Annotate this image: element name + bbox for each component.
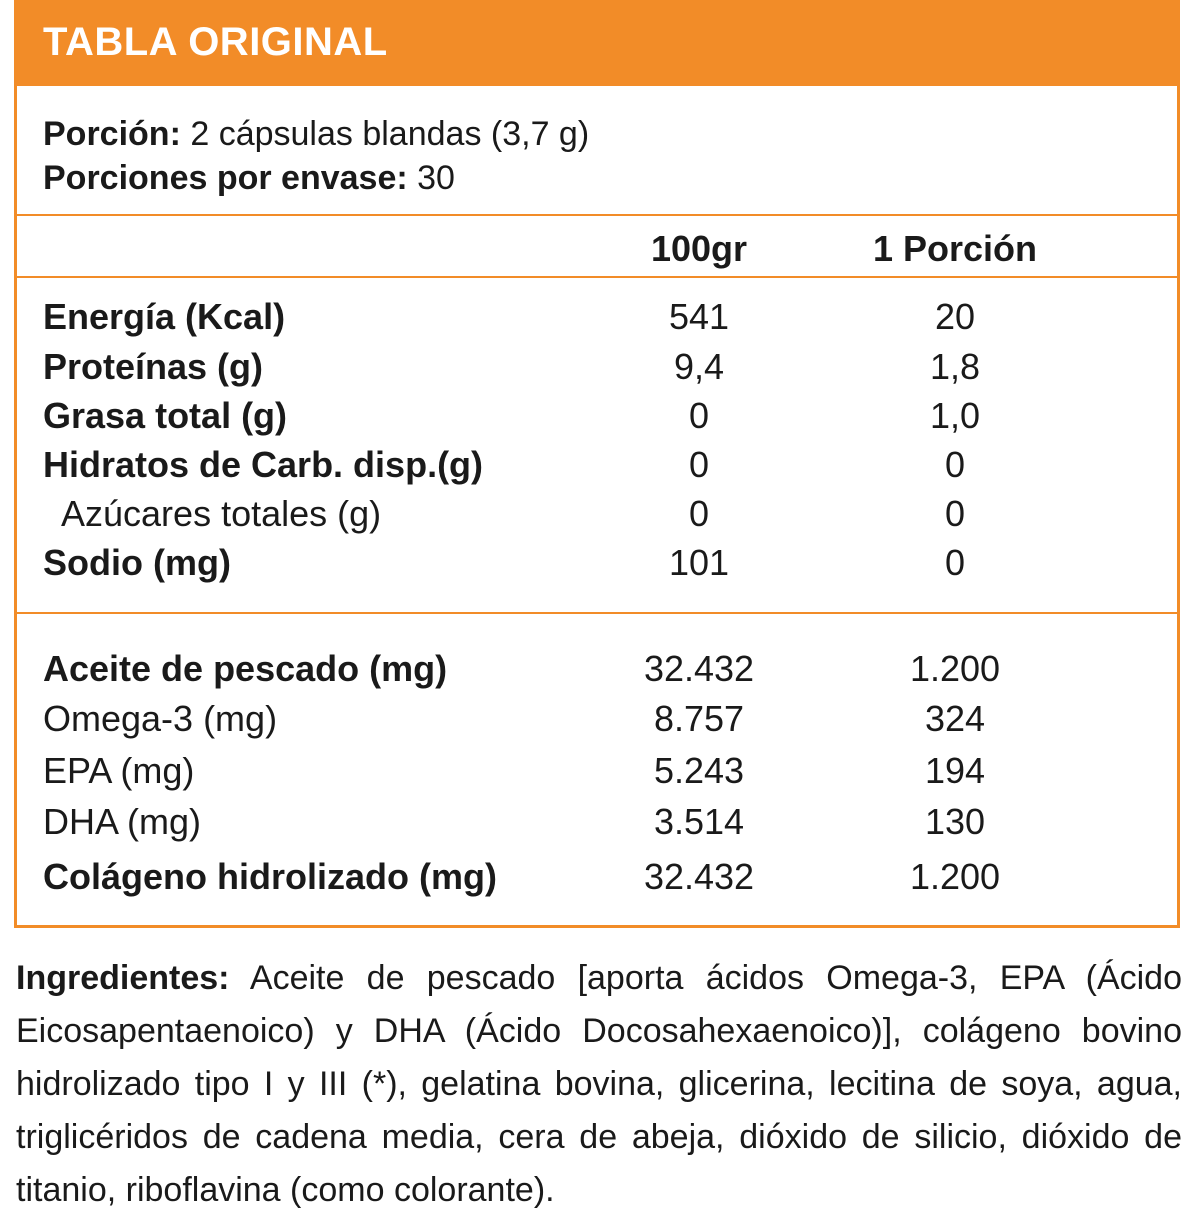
- nutrient-row-fat: [17, 395, 1177, 445]
- nutrient-label: Azúcares totales (g): [61, 493, 382, 534]
- nutrient-row-carbs: [17, 444, 1177, 494]
- value-portion: 0: [944, 493, 966, 534]
- divider: [17, 276, 1177, 278]
- portion-label: Porción:: [43, 115, 181, 153]
- nutrient-row-energy: [17, 296, 1177, 346]
- per-container-line: [43, 156, 589, 200]
- value-portion: 130: [924, 801, 986, 842]
- value-100gr: 3.514: [653, 801, 745, 842]
- extra-row-dha: [17, 801, 1177, 851]
- extra-row-epa: [17, 750, 1177, 800]
- value-portion: 1.200: [909, 856, 1001, 897]
- value-portion: 1,8: [929, 346, 981, 387]
- serving-info: [43, 112, 589, 200]
- value-portion: 20: [934, 296, 976, 337]
- column-header-portion: 1 Porción: [872, 228, 1038, 269]
- nutrient-label: Hidratos de Carb. disp.(g): [43, 444, 484, 485]
- ingredients-paragraph: [16, 952, 1182, 1217]
- nutrient-label: Proteínas (g): [43, 346, 264, 387]
- nutrient-label: Sodio (mg): [43, 542, 231, 583]
- value-100gr: 541: [668, 296, 730, 337]
- nutrient-row-sugars: [17, 493, 1177, 543]
- value-100gr: 32.432: [643, 648, 755, 689]
- value-portion: 0: [944, 542, 966, 583]
- divider: [17, 214, 1177, 216]
- extra-label: Omega-3 (mg): [43, 698, 278, 739]
- value-100gr: 0: [688, 493, 710, 534]
- extra-label: EPA (mg): [43, 750, 195, 791]
- extra-label: Colágeno hidrolizado (mg): [43, 856, 497, 897]
- nutrient-label: Grasa total (g): [43, 395, 288, 436]
- nutrient-row-sodium: [17, 542, 1177, 592]
- divider: [17, 612, 1177, 614]
- extra-label: DHA (mg): [43, 801, 202, 842]
- value-100gr: 8.757: [653, 698, 745, 739]
- value-portion: 1,0: [929, 395, 981, 436]
- nutrient-label: Energía (Kcal): [43, 296, 286, 337]
- extra-row-fish-oil: [17, 648, 1177, 698]
- extra-row-collagen: [17, 856, 1177, 906]
- portion-line: [43, 112, 589, 156]
- value-100gr: 0: [688, 395, 710, 436]
- value-100gr: 101: [668, 542, 730, 583]
- ingredients-text: Aceite de pescado [aporta ácidos Omega-3, EPA (Ácido Eicosapentaenoico) y DHA (Ácido Docosahexaenoico)], colágeno bovino hidrolizado tipo I y III (*), gelatina bovina, glicerina, lecitina de soya, agua, triglicéridos de cadena media, cera de abeja, dióxido de silicio, dióxido de titanio, riboflavina (como colorante).: [16, 959, 1182, 1209]
- value-portion: 1.200: [909, 648, 1001, 689]
- portion-value: 2 cápsulas blandas (3,7 g): [180, 115, 590, 153]
- value-100gr: 5.243: [653, 750, 745, 791]
- table-header: [17, 0, 1177, 86]
- value-100gr: 32.432: [643, 856, 755, 897]
- per-container-label: Porciones por envase:: [43, 159, 408, 197]
- extra-label: Aceite de pescado (mg): [43, 648, 448, 689]
- value-portion: 194: [924, 750, 986, 791]
- ingredients-label: Ingredientes:: [16, 959, 230, 997]
- table-title: TABLA ORIGINAL: [43, 20, 388, 64]
- value-100gr: 0: [688, 444, 710, 485]
- nutrition-table: [14, 0, 1180, 928]
- value-portion: 324: [924, 698, 986, 739]
- nutrient-row-protein: [17, 346, 1177, 396]
- extra-row-omega3: [17, 698, 1177, 748]
- value-portion: 0: [944, 444, 966, 485]
- column-header-100gr: 100gr: [650, 228, 748, 269]
- per-container-value: 30: [407, 159, 455, 197]
- value-100gr: 9,4: [673, 346, 725, 387]
